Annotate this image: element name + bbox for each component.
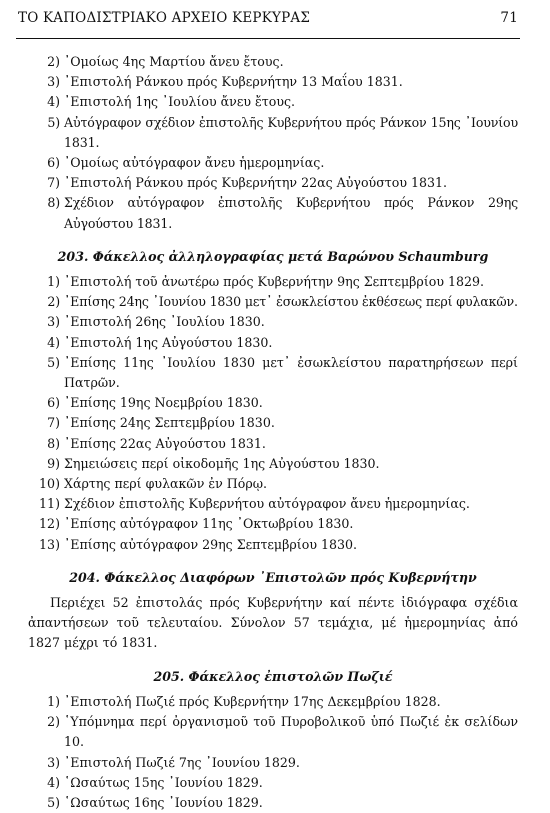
item-number: 10) <box>39 476 60 492</box>
item-number: 5) <box>47 354 60 370</box>
section-heading-204: 204. Φάκελλος Διαφόρων ᾿Επιστολῶν πρός Κυβερνήτην <box>69 569 477 585</box>
list-item <box>28 292 518 312</box>
item-text: ᾿Επιστολή Πωζιέ 7ης ᾿Ιουνίου 1829. <box>64 754 300 770</box>
item-number: 6) <box>47 395 60 411</box>
item-number: 2) <box>47 294 60 310</box>
list-item <box>28 535 518 555</box>
item-text: ᾿Επίσης 11ης ᾿Ιουλίου 1830 μετ᾿ ἐσωκλείστου παρατηρήσεων περί Πατρῶν. <box>64 354 518 391</box>
item-number: 2) <box>47 54 60 69</box>
item-number: 6) <box>47 155 60 171</box>
section-204-paragraph: Περιέχει 52 ἐπιστολάς πρός Κυβερνήτην καί πέντε ἰδιόγραφα σχέδια ἀπαντήσεων τοῦ τελευταίου. Σύνολον 57 τεμάχια, μέ ἡμερομηνίας ἀπό 1827 μέχρι τό 1831. <box>28 595 518 651</box>
item-text: ῾Υπόμνημα περί ὀργανισμοῦ τοῦ Πυροβολικοῦ ὑπό Πωζιέ ἐκ σελίδων 10. <box>64 714 518 750</box>
item-text: ᾿Επιστολή Ράνκου πρός Κυβερνήτην 13 Μαΐου 1831. <box>64 74 403 90</box>
item-text: Σχέδιον ἐπιστολῆς Κυβερνήτου αὐτόγραφον ἄνευ ἡμερομηνίας. <box>64 496 470 512</box>
page-number: 71 <box>500 10 518 26</box>
item-text: Σημειώσεις περί οἰκοδομῆς 1ης Αὐγούστου 1830. <box>64 455 380 471</box>
list-item <box>28 793 518 813</box>
list-item <box>28 514 518 534</box>
item-text: Αὐτόγραφον σχέδιον ἐπιστολῆς Κυβερνήτου πρός Ράνκον 15ης ᾿Ιουνίου 1831. <box>64 114 518 150</box>
item-text: ᾿Επίσης 24ης ᾿Ιουνίου 1830 μετ᾿ ἐσωκλείστου ἐκθέσεως περί φυλακῶν. <box>64 294 518 310</box>
item-number: 1) <box>47 274 60 290</box>
list-item <box>28 413 518 433</box>
list-item <box>28 113 518 153</box>
item-number: 12) <box>39 516 60 532</box>
item-number: 11) <box>39 496 60 512</box>
item-number: 4) <box>47 774 60 790</box>
list-item <box>28 494 518 514</box>
item-text: ᾿Ομοίως αὐτόγραφον ἄνευ ἡμερομηνίας. <box>64 155 325 171</box>
item-number: 8) <box>47 195 60 211</box>
item-number: 7) <box>47 175 60 191</box>
item-text: ᾿Ομοίως 4ης Μαρτίου ἄνευ ἔτους. <box>64 54 284 69</box>
item-text: ᾿Επίσης αὐτόγραφον 11ης ᾿Οκτωβρίου 1830. <box>64 516 354 532</box>
item-text: ᾿Επιστολή τοῦ ἀνωτέρω πρός Κυβερνήτην 9ης Σεπτεμβρίου 1829. <box>64 274 485 290</box>
list-item <box>28 193 518 233</box>
list-item <box>28 173 518 193</box>
item-number: 4) <box>47 334 60 350</box>
item-text: Χάρτης περί φυλακῶν ἐν Πόρῳ. <box>64 476 268 492</box>
section-203-list <box>28 272 518 555</box>
item-number: 5) <box>47 114 60 130</box>
item-number: 5) <box>47 794 60 810</box>
item-text: ᾿Επίσης αὐτόγραφον 29ης Σεπτεμβρίου 1830. <box>64 536 358 552</box>
item-text: ᾿Επιστολή 1ης Αὐγούστου 1830. <box>64 334 273 350</box>
list-item <box>28 92 518 112</box>
list-item <box>28 72 518 92</box>
header-rule <box>16 38 520 39</box>
section-heading-205: 205. Φάκελλος ἐπιστολῶν Πωζιέ <box>153 668 393 684</box>
item-number: 1) <box>47 693 60 709</box>
list-item <box>28 753 518 773</box>
list-item <box>28 153 518 173</box>
list-item <box>28 692 518 712</box>
item-number: 2) <box>47 714 60 730</box>
running-head <box>18 10 518 32</box>
item-text: Σχέδιον αὐτόγραφον ἐπιστολῆς Κυβερνήτου πρός Ράνκον 29ης Αὐγούστου 1831. <box>64 195 518 231</box>
list-item <box>28 773 518 793</box>
list-item <box>28 454 518 474</box>
list-item <box>28 353 518 393</box>
item-text: ᾿Επίσης 19ης Νοεμβρίου 1830. <box>64 395 263 411</box>
item-number: 9) <box>47 455 60 471</box>
list-item <box>28 474 518 494</box>
item-text: ᾿Επιστολή Ράνκου πρός Κυβερνήτην 22ας Αὐγούστου 1831. <box>64 175 448 191</box>
item-text: ῾Ωσαύτως 16ης ᾿Ιουνίου 1829. <box>64 794 263 810</box>
item-number: 3) <box>47 754 60 770</box>
running-head-title: ΤΟ ΚΑΠΟΔΙΣΤΡΙΑΚΟ ΑΡΧΕΙΟ ΚΕΡΚΥΡΑΣ <box>18 10 311 26</box>
list-item <box>28 434 518 454</box>
item-text: ᾿Επίσης 22ας Αὐγούστου 1831. <box>64 435 266 451</box>
item-text: ᾿Επιστολή 1ης ᾿Ιουλίου ἄνευ ἔτους. <box>64 94 296 110</box>
item-text: ᾿Επιστολή Πωζιέ πρός Κυβερνήτην 17ης Δεκεμβρίου 1828. <box>64 693 441 709</box>
item-number: 3) <box>47 314 60 330</box>
list-item <box>28 272 518 292</box>
item-text: ᾿Επιστολή 26ης ᾿Ιουλίου 1830. <box>64 314 265 330</box>
list-item <box>28 312 518 332</box>
list-item <box>28 393 518 413</box>
item-text: ῾Ωσαύτως 15ης ᾿Ιουνίου 1829. <box>64 774 263 790</box>
section-205-list <box>28 692 518 813</box>
list-item <box>28 712 518 752</box>
item-number: 13) <box>39 536 60 552</box>
item-number: 3) <box>47 74 60 90</box>
list-item <box>28 52 518 72</box>
item-text: ᾿Επίσης 24ης Σεπτεμβρίου 1830. <box>64 415 275 431</box>
items-top-list <box>28 52 518 234</box>
document-body <box>28 52 518 813</box>
item-number: 4) <box>47 94 60 110</box>
item-number: 8) <box>47 435 60 451</box>
section-heading-203: 203. Φάκελλος ἀλληλογραφίας μετά Βαρώνου Schaumburg <box>57 248 489 264</box>
list-item <box>28 333 518 353</box>
item-number: 7) <box>47 415 60 431</box>
